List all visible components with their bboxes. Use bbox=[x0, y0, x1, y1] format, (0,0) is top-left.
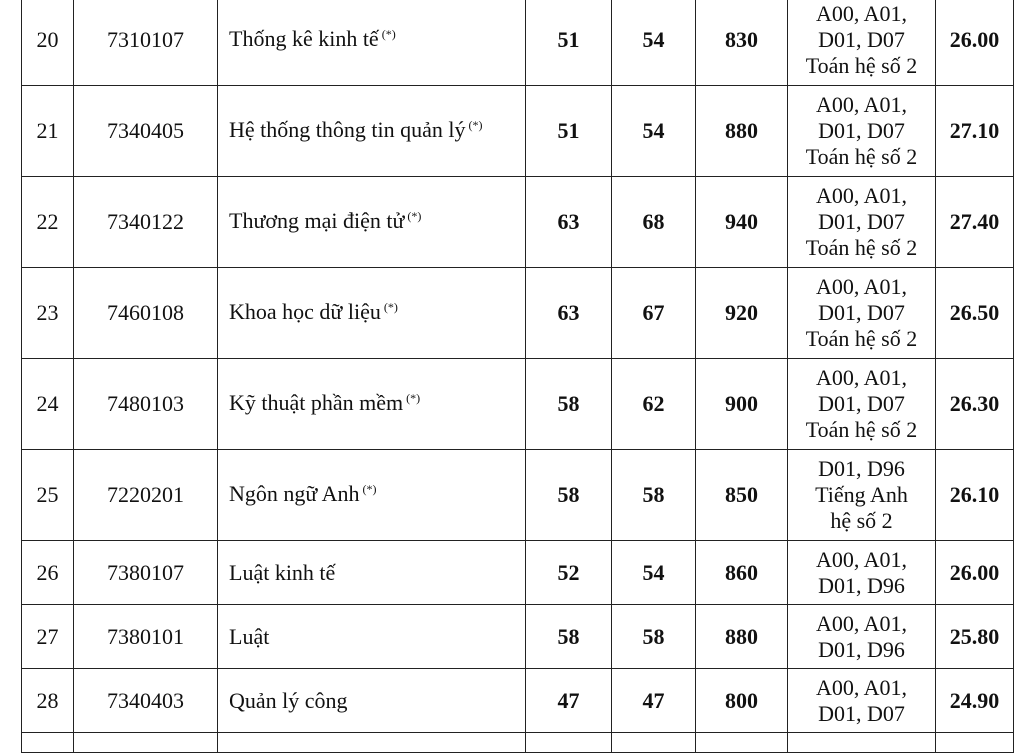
empty-cell bbox=[74, 733, 218, 753]
cutoff-score-cell: 25.80 bbox=[936, 605, 1014, 669]
major-name-text: Luật kinh tế bbox=[229, 559, 336, 585]
major-name-cell bbox=[218, 177, 526, 268]
subject-combination-line: A00, A01, bbox=[815, 92, 908, 117]
quota-cell-1: 51 bbox=[526, 0, 612, 86]
major-name-cell bbox=[218, 268, 526, 359]
subject-combination-line: Toán hệ số 2 bbox=[805, 326, 918, 351]
major-code-cell: 7340403 bbox=[74, 669, 218, 733]
major-name-cell bbox=[218, 605, 526, 669]
cutoff-score-cell: 27.40 bbox=[936, 177, 1014, 268]
cutoff-score-cell: 27.10 bbox=[936, 86, 1014, 177]
subject-combination-line: D01, D07 bbox=[818, 391, 905, 416]
subject-combination-line: A00, A01, bbox=[815, 610, 908, 636]
empty-cell bbox=[526, 733, 612, 753]
subject-combination-line: A00, A01, bbox=[815, 674, 908, 700]
quota-cell-1: 58 bbox=[526, 359, 612, 450]
quota-cell-1: 63 bbox=[526, 268, 612, 359]
quota-cell-1: 58 bbox=[526, 605, 612, 669]
quota-cell-2: 54 bbox=[612, 541, 696, 605]
major-name-cell bbox=[218, 359, 526, 450]
table-row bbox=[22, 268, 1014, 359]
row-index-cell: 26 bbox=[22, 541, 74, 605]
row-index-cell: 21 bbox=[22, 86, 74, 177]
subject-combination-line: D01, D96 bbox=[818, 572, 905, 598]
empty-cell bbox=[788, 733, 936, 753]
cutoff-score-cell: 26.00 bbox=[936, 541, 1014, 605]
empty-cell bbox=[612, 733, 696, 753]
subject-combination-cell bbox=[788, 0, 936, 86]
major-code-cell: 7340122 bbox=[74, 177, 218, 268]
major-name-cell bbox=[218, 450, 526, 541]
threshold-cell: 920 bbox=[696, 268, 788, 359]
row-index-cell: 25 bbox=[22, 450, 74, 541]
subject-combination-cell bbox=[788, 359, 936, 450]
subject-combination-line: Toán hệ số 2 bbox=[805, 417, 918, 442]
footnote-mark: (*) bbox=[383, 299, 398, 314]
subject-combination-line: A00, A01, bbox=[815, 183, 908, 208]
row-index-cell: 20 bbox=[22, 0, 74, 86]
subject-combination-line: Toán hệ số 2 bbox=[805, 53, 918, 78]
quota-cell-2: 54 bbox=[612, 0, 696, 86]
table-row bbox=[22, 450, 1014, 541]
threshold-cell: 830 bbox=[696, 0, 788, 86]
table-row-partial bbox=[22, 733, 1014, 753]
table-body bbox=[22, 0, 1014, 753]
quota-cell-2: 58 bbox=[612, 605, 696, 669]
major-code-cell: 7460108 bbox=[74, 268, 218, 359]
row-index-cell: 24 bbox=[22, 359, 74, 450]
quota-cell-2: 54 bbox=[612, 86, 696, 177]
major-code-cell: 7480103 bbox=[74, 359, 218, 450]
quota-cell-1: 52 bbox=[526, 541, 612, 605]
subject-combination-cell bbox=[788, 605, 936, 669]
footnote-mark: (*) bbox=[468, 117, 483, 132]
cutoff-score-cell: 26.50 bbox=[936, 268, 1014, 359]
threshold-cell: 880 bbox=[696, 86, 788, 177]
major-name-cell bbox=[218, 541, 526, 605]
major-name-text: Khoa học dữ liệu bbox=[229, 298, 381, 324]
subject-combination-cell bbox=[788, 450, 936, 541]
quota-cell-2: 62 bbox=[612, 359, 696, 450]
threshold-cell: 800 bbox=[696, 669, 788, 733]
quota-cell-1: 58 bbox=[526, 450, 612, 541]
major-name-cell bbox=[218, 669, 526, 733]
table-row bbox=[22, 0, 1014, 86]
row-index-cell: 28 bbox=[22, 669, 74, 733]
major-code-cell: 7340405 bbox=[74, 86, 218, 177]
subject-combination-line: D01, D07 bbox=[818, 27, 905, 52]
quota-cell-2: 67 bbox=[612, 268, 696, 359]
subject-combination-line: A00, A01, bbox=[815, 1, 908, 26]
threshold-cell: 900 bbox=[696, 359, 788, 450]
footnote-mark: (*) bbox=[381, 26, 396, 41]
cutoff-score-cell: 26.30 bbox=[936, 359, 1014, 450]
quota-cell-1: 63 bbox=[526, 177, 612, 268]
quota-cell-2: 47 bbox=[612, 669, 696, 733]
major-name-text: Hệ thống thông tin quản lý bbox=[229, 116, 466, 142]
major-name-text: Thống kê kinh tế bbox=[229, 25, 379, 51]
quota-cell-1: 51 bbox=[526, 86, 612, 177]
table-row bbox=[22, 86, 1014, 177]
major-name-text: Quản lý công bbox=[229, 687, 348, 713]
subject-combination-line: A00, A01, bbox=[815, 546, 908, 572]
subject-combination-line: D01, D07 bbox=[818, 209, 905, 234]
subject-combination-line: D01, D07 bbox=[818, 118, 905, 143]
quota-cell-2: 68 bbox=[612, 177, 696, 268]
major-code-cell: 7310107 bbox=[74, 0, 218, 86]
table-row bbox=[22, 177, 1014, 268]
footnote-mark: (*) bbox=[362, 481, 377, 496]
admission-table bbox=[21, 0, 1014, 753]
major-code-cell: 7380101 bbox=[74, 605, 218, 669]
cutoff-score-cell: 24.90 bbox=[936, 669, 1014, 733]
subject-combination-line: D01, D96 bbox=[818, 456, 905, 481]
major-name-text: Thương mại điện tử bbox=[229, 207, 405, 233]
row-index-cell: 23 bbox=[22, 268, 74, 359]
threshold-cell: 880 bbox=[696, 605, 788, 669]
major-name-text: Ngôn ngữ Anh bbox=[229, 480, 360, 506]
threshold-cell: 940 bbox=[696, 177, 788, 268]
subject-combination-line: A00, A01, bbox=[815, 274, 908, 299]
major-name-cell bbox=[218, 0, 526, 86]
empty-cell bbox=[218, 733, 526, 753]
empty-cell bbox=[936, 733, 1014, 753]
subject-combination-line: Tiếng Anh bbox=[815, 482, 908, 507]
subject-combination-cell bbox=[788, 177, 936, 268]
row-index-cell: 22 bbox=[22, 177, 74, 268]
subject-combination-line: D01, D07 bbox=[818, 300, 905, 325]
cutoff-score-cell: 26.00 bbox=[936, 0, 1014, 86]
subject-combination-line: Toán hệ số 2 bbox=[805, 144, 918, 169]
major-code-cell: 7380107 bbox=[74, 541, 218, 605]
footnote-mark: (*) bbox=[407, 208, 422, 223]
major-name-cell bbox=[218, 86, 526, 177]
table-row bbox=[22, 359, 1014, 450]
footnote-mark: (*) bbox=[406, 390, 421, 405]
major-name-text: Luật bbox=[229, 623, 270, 649]
subject-combination-line: D01, D96 bbox=[818, 636, 905, 662]
subject-combination-cell bbox=[788, 86, 936, 177]
major-name-text: Kỹ thuật phần mềm bbox=[229, 389, 404, 415]
subject-combination-line: hệ số 2 bbox=[830, 508, 893, 533]
major-code-cell: 7220201 bbox=[74, 450, 218, 541]
subject-combination-cell bbox=[788, 268, 936, 359]
empty-cell bbox=[696, 733, 788, 753]
table-row bbox=[22, 605, 1014, 669]
subject-combination-line: A00, A01, bbox=[815, 365, 908, 390]
table-row bbox=[22, 669, 1014, 733]
row-index-cell: 27 bbox=[22, 605, 74, 669]
subject-combination-line: Toán hệ số 2 bbox=[805, 235, 918, 260]
table-row bbox=[22, 541, 1014, 605]
subject-combination-cell bbox=[788, 541, 936, 605]
subject-combination-cell bbox=[788, 669, 936, 733]
cutoff-score-cell: 26.10 bbox=[936, 450, 1014, 541]
subject-combination-line: D01, D07 bbox=[818, 700, 905, 726]
empty-cell bbox=[22, 733, 74, 753]
quota-cell-2: 58 bbox=[612, 450, 696, 541]
threshold-cell: 850 bbox=[696, 450, 788, 541]
quota-cell-1: 47 bbox=[526, 669, 612, 733]
threshold-cell: 860 bbox=[696, 541, 788, 605]
